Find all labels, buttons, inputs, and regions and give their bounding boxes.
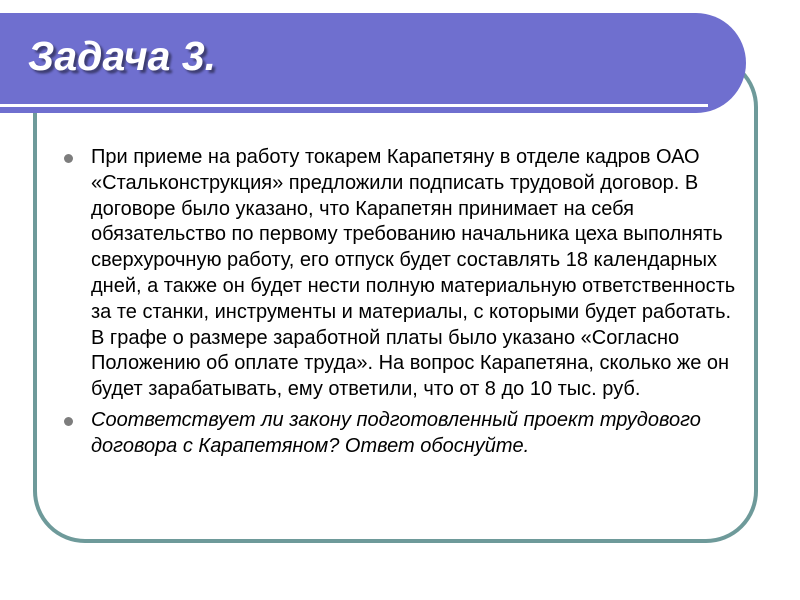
title-underline — [0, 104, 708, 107]
bullet-icon — [64, 154, 73, 163]
task-question: Соответствует ли закону подготовленный проект трудового договора с Карапетяном? Ответ обоснуйте. — [91, 408, 701, 457]
task-description: При приеме на работу токарем Карапетяну в отделе кадров ОАО «Стальконструкция» предложили подписать трудовой договор. В договоре было указано, что Карапетян принимает на себя обязательство по первому требованию начальника цеха выполнять сверхурочную работу, его отпуск будет составлять 18 календарных дней, а также он будет нести полную материальную ответственность за те станки, инструменты и материалы, с которыми будет работать. В графе о размере заработной платы было указано «Согласно Положению об оплате труда». На вопрос Карапетяна, сколько же он будет зарабатывать, ему ответили, что от 8 до 10 тыс. руб. — [91, 146, 736, 401]
slide-title: Задача 3. — [28, 33, 217, 79]
list-item — [64, 408, 740, 460]
bullet-list — [64, 145, 740, 465]
bullet-icon — [64, 417, 73, 426]
list-item — [64, 145, 740, 403]
